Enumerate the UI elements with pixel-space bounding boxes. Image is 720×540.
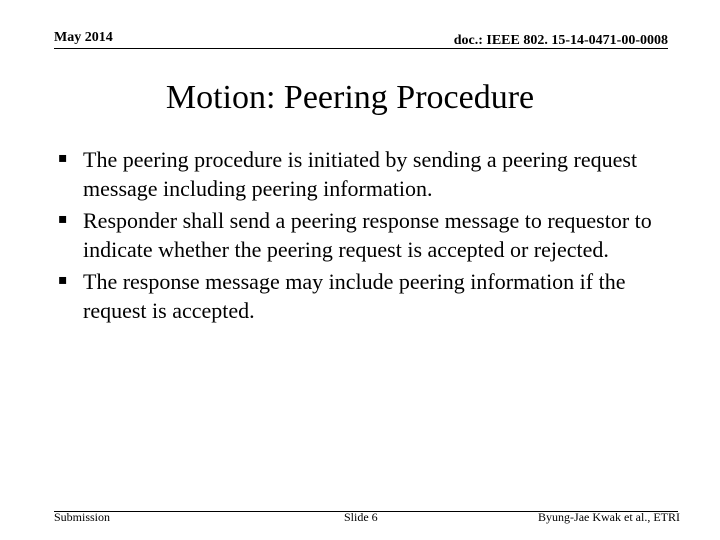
bullet-text: The peering procedure is initiated by sending a peering request message including peering information. [83,147,638,201]
footer-submission: Submission [54,510,111,524]
square-bullet-icon: ▪ [58,272,68,288]
bullet-item [58,267,658,325]
bullet-text: Responder shall send a peering response message to requestor to indicate whether the peering request is accepted or rejected. [83,208,652,262]
header-date: May 2014 [54,30,113,45]
square-bullet-icon: ▪ [58,211,68,227]
slide-title: Motion: Peering Procedure [165,79,535,116]
square-bullet-icon: ▪ [58,150,68,166]
header-doc-id: doc.: IEEE 802. 15-14-0471-00-0008 [453,33,668,48]
footer-author: Byung-Jae Kwak et al., ETRI [538,510,680,524]
bullet-list [58,145,658,328]
bullet-item [58,206,658,264]
bullet-item [58,145,658,203]
header-divider [54,48,668,49]
footer-slide-number: Slide 6 [344,510,378,524]
bullet-text: The response message may include peering information if the request is accepted. [83,269,626,323]
